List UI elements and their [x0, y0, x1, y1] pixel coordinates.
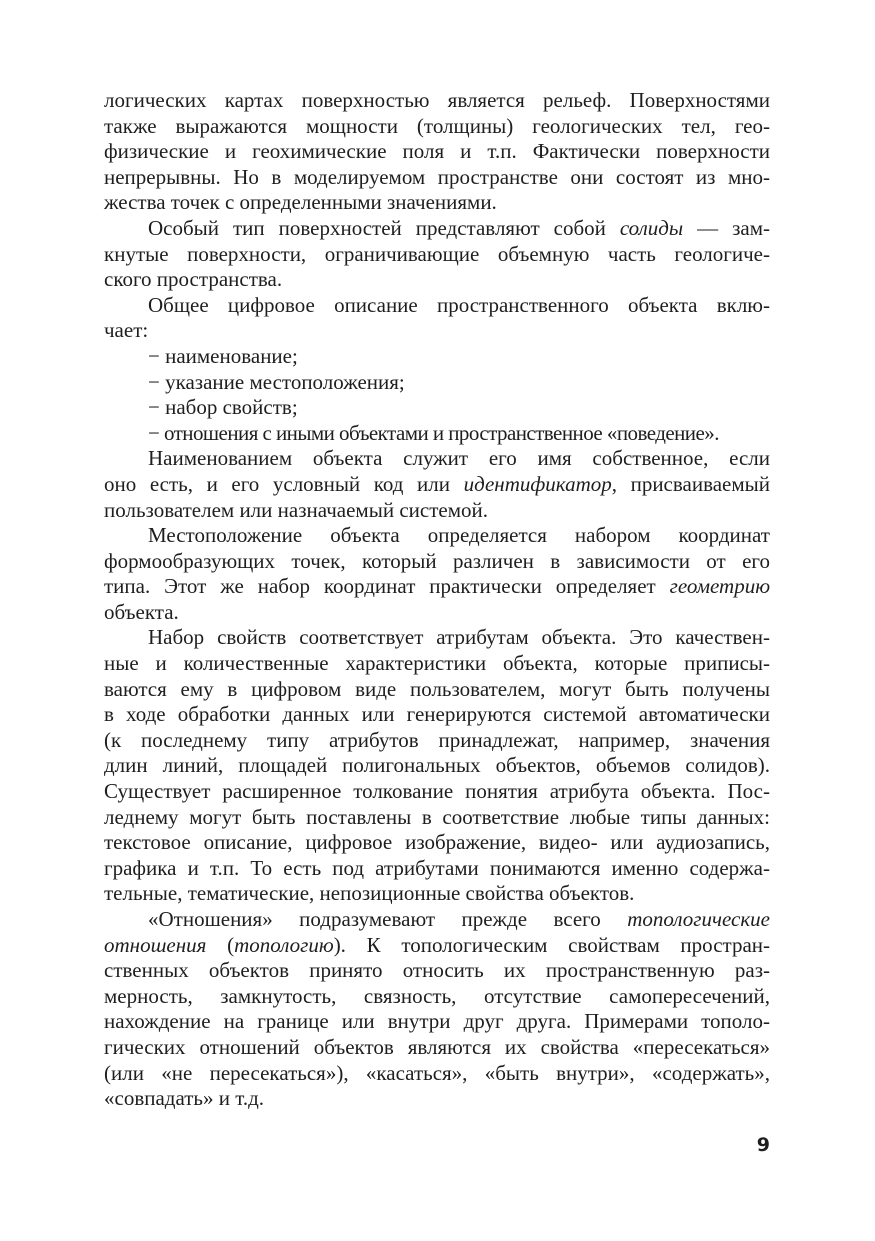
text-line: физические и геохимические поля и т.п. Фактически поверхности — [104, 139, 770, 164]
text-line: пользователем или назначаемый системой. — [104, 497, 488, 522]
text-line: графика и т.п. То есть под атрибутами понимаются именно содержа- — [104, 855, 770, 880]
text-line: Существует расширенное толкование понятия атрибута объекта. Пос- — [104, 779, 770, 804]
text-line — [104, 907, 770, 933]
text-line — [104, 472, 770, 498]
text-line: в ходе обработки данных или генерируются системой автоматически — [104, 702, 770, 727]
text-line: Наименованием объекта служит его имя собственное, если — [148, 446, 770, 471]
text-run: — зам- — [683, 215, 771, 240]
text-run: , присваиваемый — [611, 471, 770, 496]
text-line: Общее цифровое описание пространственного объекта вклю- — [148, 292, 770, 317]
term-otnosheniya: отношения — [104, 932, 207, 957]
text-run: Особый тип поверхностей представляют собой — [148, 215, 620, 240]
text-line: ственных объектов принято относить их пространственную раз- — [104, 958, 770, 983]
text-line: логических картах поверхностью является рельеф. Поверхностями — [104, 88, 770, 112]
text-line: объекта. — [104, 599, 179, 624]
text-line: нахождение на границе или внутри друг друга. Примерами тополо- — [104, 1009, 770, 1034]
text-line: (к последнему типу атрибутов принадлежат, например, значения — [104, 727, 770, 752]
text-line: тельные, тематические, непозиционные свойства объектов. — [104, 881, 635, 906]
text-line: ваются ему в цифровом виде пользователем, могут быть получены — [104, 676, 770, 701]
text-run: типа. Этот же набор координат практически определяет — [104, 574, 670, 599]
term-topologicheskie: топологические — [627, 907, 770, 931]
list-item: − набор свойств; — [148, 395, 298, 420]
text-line: Набор свойств соответствует атрибутам объекта. Это качествен- — [148, 625, 770, 650]
text-line — [104, 574, 770, 600]
text-line: кнутые поверхности, ограничивающие объемную часть геологиче- — [104, 241, 770, 266]
text-line: чает: — [104, 318, 149, 343]
text-run: «Отношения» подразумевают прежде всего — [148, 907, 628, 931]
text-line: длин линий, площадей полигональных объектов, объемов солидов). — [104, 753, 770, 778]
text-line: ные и количественные характеристики объекта, которые приписы- — [104, 651, 770, 676]
text-line: леднему могут быть поставлены в соответствие любые типы данных: — [104, 804, 770, 829]
text-line: «совпадать» и т.д. — [104, 1086, 265, 1111]
text-line: ского пространства. — [104, 267, 283, 292]
text-run: оно есть, и его условный код или — [104, 471, 464, 496]
text-line: (или «не пересекаться»), «касаться», «быть внутри», «содержать», — [104, 1060, 770, 1085]
text-line: гических отношений объектов являются их свойства «пересекаться» — [104, 1034, 770, 1059]
text-line: непрерывны. Но в моделируемом пространстве они состоят из мно- — [104, 164, 770, 189]
term-topologiyu: топологию — [234, 932, 334, 957]
text-line — [104, 933, 770, 959]
text-line: мерность, замкнутость, связность, отсутствие самопересечений, — [104, 983, 770, 1008]
text-line: текстовое описание, цифровое изображение, видео- или аудиозапись, — [104, 830, 770, 855]
list-item: − указание местоположения; — [148, 369, 405, 394]
text-line: также выражаются мощности (толщины) геологических тел, гео- — [104, 113, 770, 138]
term-identifikator: идентификатор — [463, 471, 612, 496]
term-geometriyu: геометрию — [669, 574, 770, 599]
term-solidy: солиды — [619, 215, 684, 240]
text-line: жества точек с определенными значениями. — [104, 190, 497, 215]
list-item: − наименование; — [148, 343, 298, 368]
page-number: 9 — [756, 1134, 770, 1156]
text-run: ( — [206, 932, 235, 957]
list-item: − отношения с иными объектами и пространственное «поведение». — [148, 420, 719, 445]
text-line — [104, 216, 770, 242]
text-line: формообразующих точек, который различен в зависимости от его — [104, 548, 770, 573]
text-run: ). К топологическим свойствам простран- — [333, 932, 770, 957]
text-line: Местоположение объекта определяется набором координат — [148, 523, 770, 548]
body-text — [104, 88, 770, 1112]
